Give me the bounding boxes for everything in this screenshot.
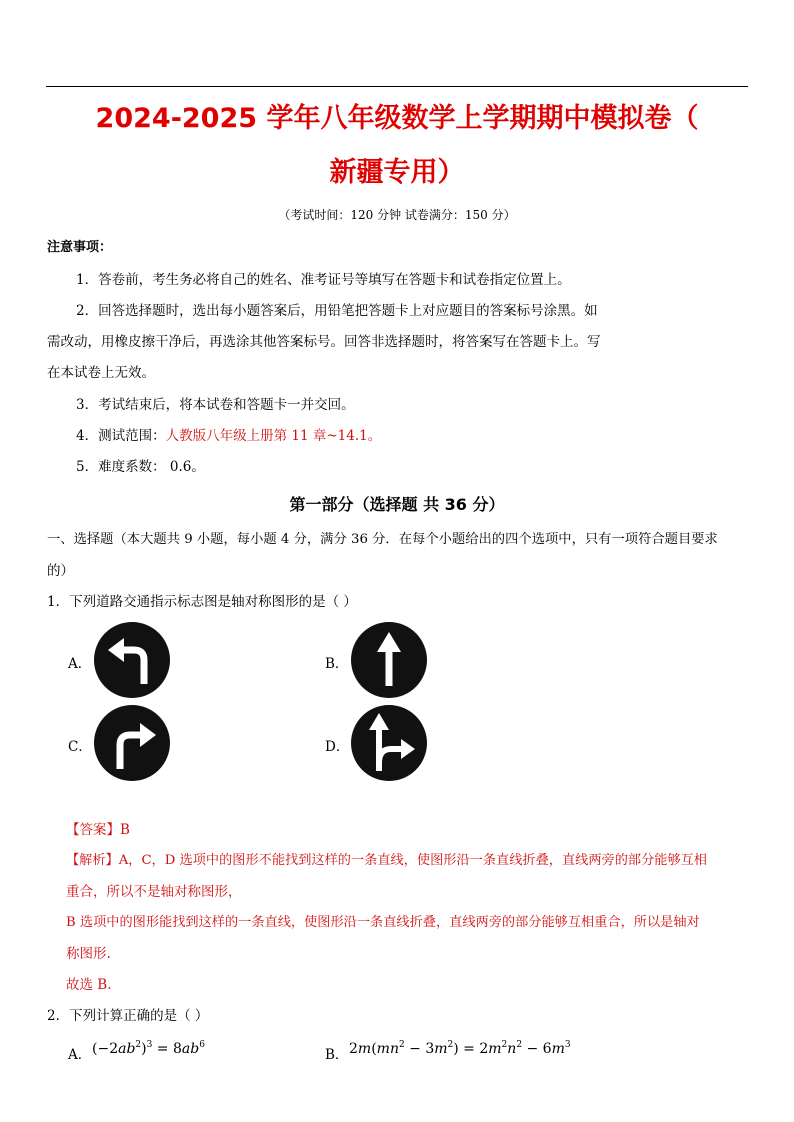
q1-analysis-line-3: B 选项中的图形能找到这样的一条直线，使图形沿一条直线折叠，直线两旁的部分能够互相重合，所以是轴对 bbox=[66, 915, 700, 930]
q1-conclusion: 故选 B. bbox=[66, 977, 112, 993]
q2-option-b-label: B． bbox=[325, 1047, 349, 1063]
notice-heading: 注意事项： bbox=[47, 240, 113, 255]
part-intro-line-1: 一、选择题（本大题共 9 小题，每小题 4 分，满分 36 分．在每个小题给出的四个选项中，只有一项符合题目要求 bbox=[47, 532, 718, 547]
q1-option-c-label: C． bbox=[68, 739, 92, 755]
q1-analysis-line-1: 【解析】A，C，D 选项中的图形不能找到这样的一条直线，使图形沿一条直线折叠，直线两旁的部分能够互相 bbox=[66, 853, 707, 868]
notice-item-3: 3．考试结束后，将本试卷和答题卡一并交回。 bbox=[76, 397, 355, 413]
q2-option-a-label: A． bbox=[68, 1047, 92, 1063]
notice-item-4-prefix: 4．测试范围： bbox=[76, 428, 166, 444]
notice-item-5: 5．难度系数： 0.6。 bbox=[76, 459, 205, 475]
page-title-line-2: 新疆专用） bbox=[329, 157, 465, 188]
part-intro-line-2: 的） bbox=[47, 563, 74, 579]
notice-item-1: 1．答卷前，考生务必将自己的姓名、准考证号等填写在答题卡和试卷指定位置上。 bbox=[76, 272, 571, 288]
notice-item-2-line-2: 需改动，用橡皮擦干净后，再选涂其他答案标号。回答非选择题时，将答案写在答题卡上。写 bbox=[47, 334, 601, 350]
q1-analysis-line-4: 称图形. bbox=[66, 946, 111, 962]
straight-arrow-sign-icon bbox=[349, 620, 429, 700]
q1-option-d-label: D． bbox=[325, 739, 350, 755]
test-range: 人教版八年级上册第 11 章~14.1。 bbox=[165, 428, 382, 444]
turn-right-arrow-sign-icon bbox=[92, 703, 172, 783]
q1-analysis-line-2: 重合，所以不是轴对称图形， bbox=[66, 884, 242, 900]
q2-option-b-formula: $2m(mn^2 - 3m^2) = 2m^2n^2 - 6m^3$ bbox=[349, 1040, 571, 1057]
notice-item-2-line-3: 在本试卷上无效。 bbox=[47, 365, 155, 381]
straight-or-right-arrow-sign-icon bbox=[349, 703, 429, 783]
turn-left-arrow-sign-icon bbox=[92, 620, 172, 700]
page-title-line-1: 2024-2025 学年八年级数学上学期期中模拟卷（ bbox=[95, 103, 699, 134]
question-1-stem: 1．下列道路交通指示标志图是轴对称图形的是（ ） bbox=[47, 594, 357, 610]
section-title: 第一部分（选择题 共 36 分） bbox=[289, 495, 505, 514]
q2-option-a-formula: $(-2ab^2)^3 = 8ab^6$ bbox=[92, 1040, 205, 1057]
exam-info: （考试时间：120 分钟 试卷满分：150 分） bbox=[278, 208, 516, 222]
q1-option-b-label: B． bbox=[325, 656, 349, 672]
notice-item-4 bbox=[76, 426, 381, 446]
q1-option-a-label: A． bbox=[68, 656, 92, 672]
q1-answer: 【答案】B bbox=[66, 822, 130, 838]
notice-item-2-line-1: 2．回答选择题时，选出每小题答案后，用铅笔把答题卡上对应题目的答案标号涂黑。如 bbox=[76, 303, 598, 319]
header-rule bbox=[46, 86, 748, 87]
question-2-stem: 2．下列计算正确的是（ ） bbox=[47, 1008, 209, 1024]
